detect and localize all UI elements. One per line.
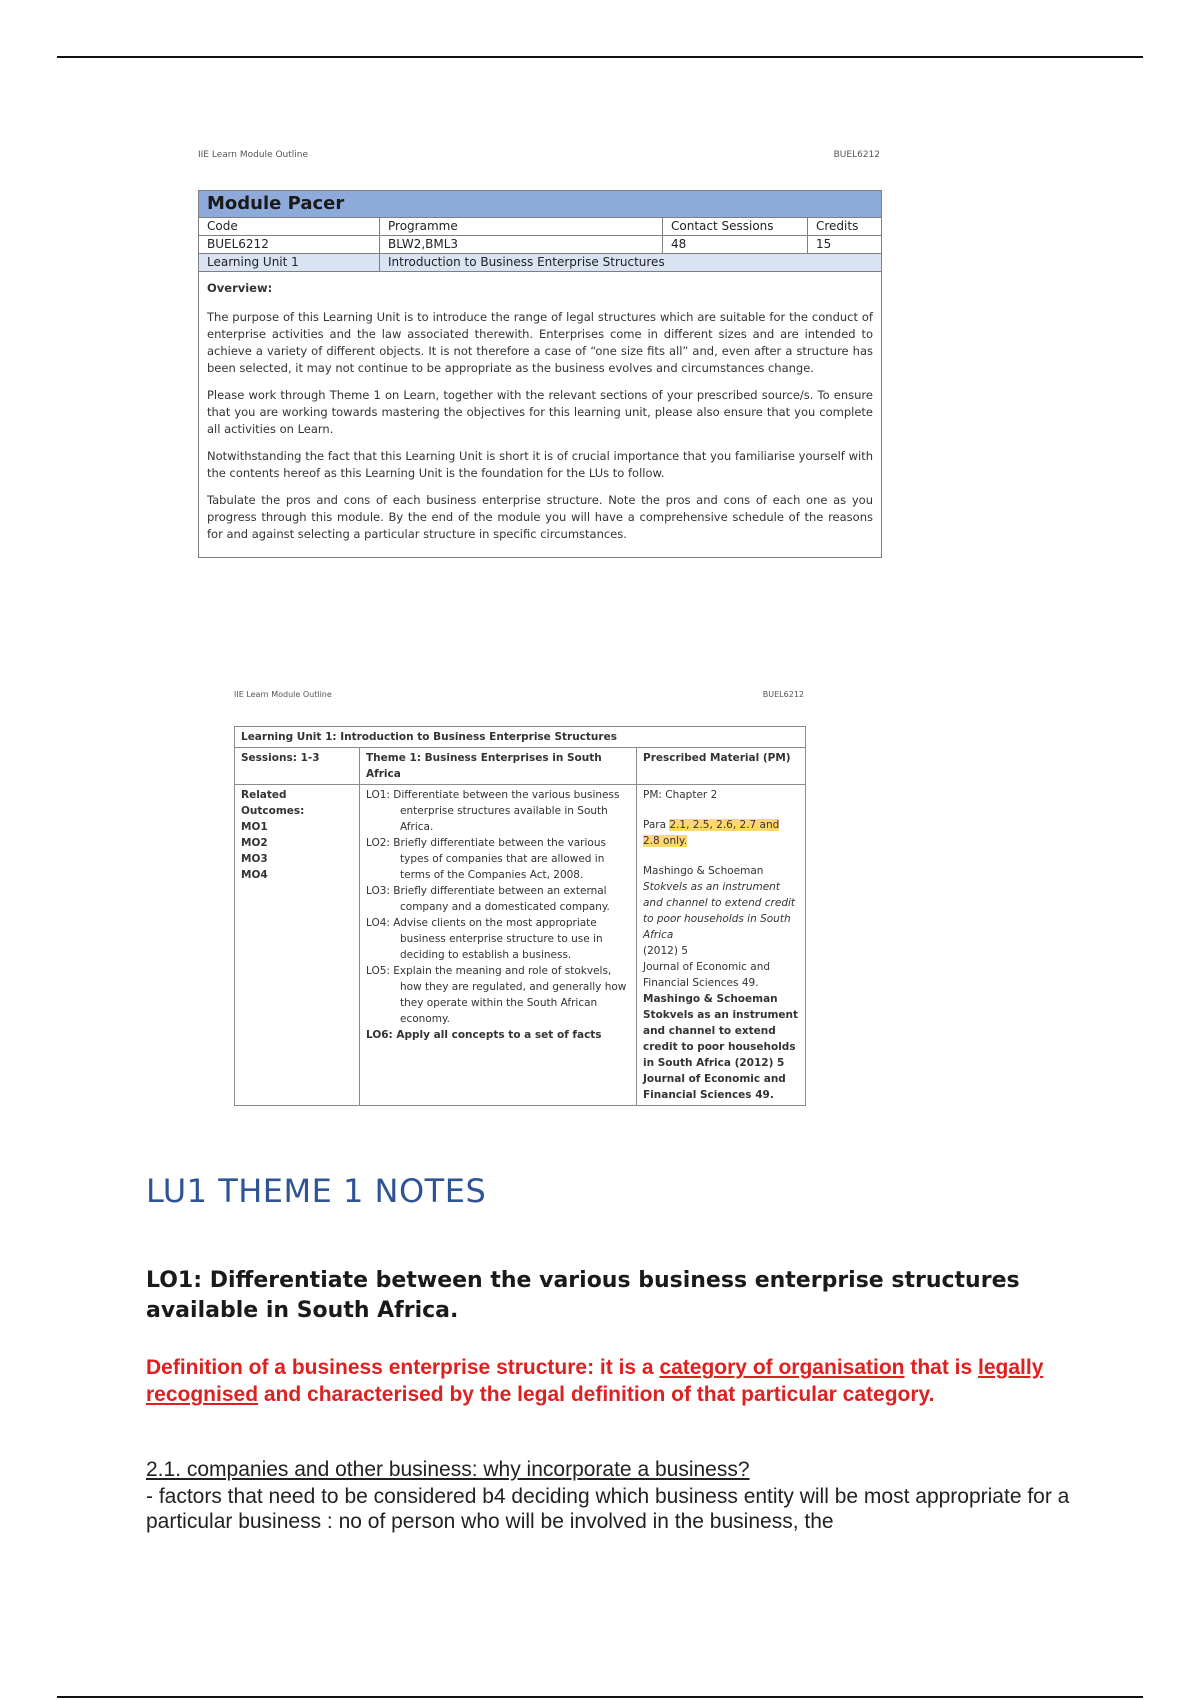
sessions-header: Sessions: 1-3: [235, 748, 360, 784]
learning-outcome: LO1: Differentiate between the various business enterprise structures available in South Africa.: [366, 789, 620, 833]
image-header: [198, 150, 880, 164]
highlighted-paragraphs: 2.1, 2.5, 2.6, 2.7 and 2.8 only.: [643, 819, 780, 847]
prescribed-material-cell: [637, 785, 805, 1105]
definition-text: Definition of a business enterprise structure: it is a: [146, 1356, 660, 1379]
table-header-row: [235, 748, 805, 785]
learning-unit-table-image: [234, 690, 804, 1101]
credits-value: 15: [816, 237, 832, 251]
overview-section: [199, 272, 881, 557]
learning-unit-title: Introduction to Business Enterprise Structures: [388, 255, 665, 269]
module-outcome: MO2: [241, 837, 268, 849]
pm-chapter: PM: Chapter 2: [643, 789, 718, 801]
image-header: [234, 690, 804, 704]
related-outcomes-label: Related Outcomes:: [241, 789, 305, 817]
header-right-code: BUEL6212: [833, 150, 880, 160]
para-prefix: Para: [643, 819, 670, 831]
col-contact: Contact Sessions: [663, 218, 808, 235]
module-outcome: MO1: [241, 821, 268, 833]
learning-outcome: LO6: Apply all concepts to a set of facts: [366, 1029, 602, 1041]
header-right-code: BUEL6212: [762, 690, 804, 699]
section-body: - factors that need to be considered b4 deciding which business entity will be most appropriate for a particular business : no of person who will be involved in the business, the: [146, 1485, 1070, 1533]
prescribed-material-header: Prescribed Material (PM): [643, 752, 791, 764]
section-title: 2.1. companies and other business: why incorporate a business?: [146, 1458, 750, 1481]
module-outcome: MO4: [241, 869, 268, 881]
reference-authors: Mashingo & Schoeman: [643, 993, 778, 1005]
definition-text: that is: [904, 1356, 979, 1379]
col-programme: Programme: [380, 218, 663, 235]
overview-paragraph: Notwithstanding the fact that this Learning Unit is short it is of crucial importance that you familiarise yourself with the contents hereof as this Learning Unit is the foundation for the LUs to follow.: [207, 449, 873, 480]
module-pacer-title: Module Pacer: [199, 191, 881, 218]
header-left-text: IIE Learn Module Outline: [198, 150, 309, 160]
module-outcome: MO3: [241, 853, 268, 865]
lo1-heading: LO1: Differentiate between the various business enterprise structures available in South Africa.: [146, 1268, 1020, 1323]
learning-outcome: LO3: Briefly differentiate between an external company and a domesticated company.: [366, 885, 610, 913]
notes-title: LU1 THEME 1 NOTES: [146, 1172, 487, 1210]
learning-outcome: LO4: Advise clients on the most appropriate business enterprise structure to use in deciding to establish a business.: [366, 917, 603, 961]
learning-outcomes-cell: [360, 785, 637, 1105]
col-code: Code: [199, 218, 380, 235]
pm-paragraphs: [643, 817, 799, 849]
overview-label: Overview:: [207, 281, 273, 295]
table-body-row: [235, 785, 805, 1105]
reference-journal: Journal of Economic and Financial Sciences 49.: [643, 961, 771, 989]
code-value: BUEL6212: [199, 236, 380, 253]
theme-header: Theme 1: Business Enterprises in South Africa: [360, 748, 637, 784]
reference-year: (2012) 5: [643, 945, 688, 957]
module-pacer-image: [198, 150, 880, 620]
module-pacer-table: [198, 190, 882, 558]
learning-outcome: LO5: Explain the meaning and role of stokvels, how they are regulated, and generally how they operate within the South African economy.: [366, 965, 627, 1025]
learning-outcome: LO2: Briefly differentiate between the various types of companies that are allowed in terms of the Companies Act, 2008.: [366, 837, 606, 881]
reference-authors: Mashingo & Schoeman: [643, 865, 764, 877]
definition-paragraph: [146, 1354, 1086, 1408]
overview-paragraph: The purpose of this Learning Unit is to introduce the range of legal structures which are suitable for the conduct of enterprise activities and the law associated therewith. Enterprises come in different sizes and are intended to achieve a variety of different objects. It is not therefore a case of “one size fits all” and, even after a structure has been selected, it may not continue to be appropriate as the business evolves and circumstances change.: [207, 310, 873, 375]
reference-title: Stokvels as an instrument and channel to extend credit to poor households in South Africa: [643, 881, 796, 941]
overview-paragraph: Tabulate the pros and cons of each business enterprise structure. Note the pros and cons of each one as you progress through this module. By the end of the module you will have a comprehensive schedule of the reasons for and against selecting a particular structure in specific circumstances.: [207, 493, 873, 541]
bottom-rule: [57, 1696, 1143, 1698]
definition-underlined-term: legally recognised: [146, 1356, 1044, 1406]
contact-value: 48: [663, 236, 808, 253]
col-credits: Credits: [816, 219, 859, 233]
pacer-value-row: [199, 236, 881, 254]
header-left-text: IIE Learn Module Outline: [234, 690, 332, 699]
learning-unit-label: Learning Unit 1: [199, 254, 380, 271]
overview-paragraph: Please work through Theme 1 on Learn, together with the relevant sections of your prescribed source/s. To ensure that you are working towards mastering the objectives for this learning unit, please also ensure that you complete all activities on Learn.: [207, 388, 873, 436]
top-rule: [57, 56, 1143, 58]
definition-text: and characterised by the legal definition of that particular category.: [258, 1383, 935, 1406]
learning-unit-table-title: Learning Unit 1: Introduction to Business Enterprise Structures: [235, 727, 805, 748]
pacer-header-row: [199, 218, 881, 236]
definition-underlined-term: category of organisation: [659, 1356, 905, 1379]
reference-details: Stokvels as an instrument and channel to extend credit to poor households in South Africa (2012) 5 Journal of Economic and Financial Sciences 49.: [643, 1009, 799, 1101]
outcomes-cell: [235, 785, 360, 1105]
learning-unit-row: [199, 254, 881, 272]
learning-unit-table: [234, 726, 806, 1106]
programme-value: BLW2,BML3: [380, 236, 663, 253]
